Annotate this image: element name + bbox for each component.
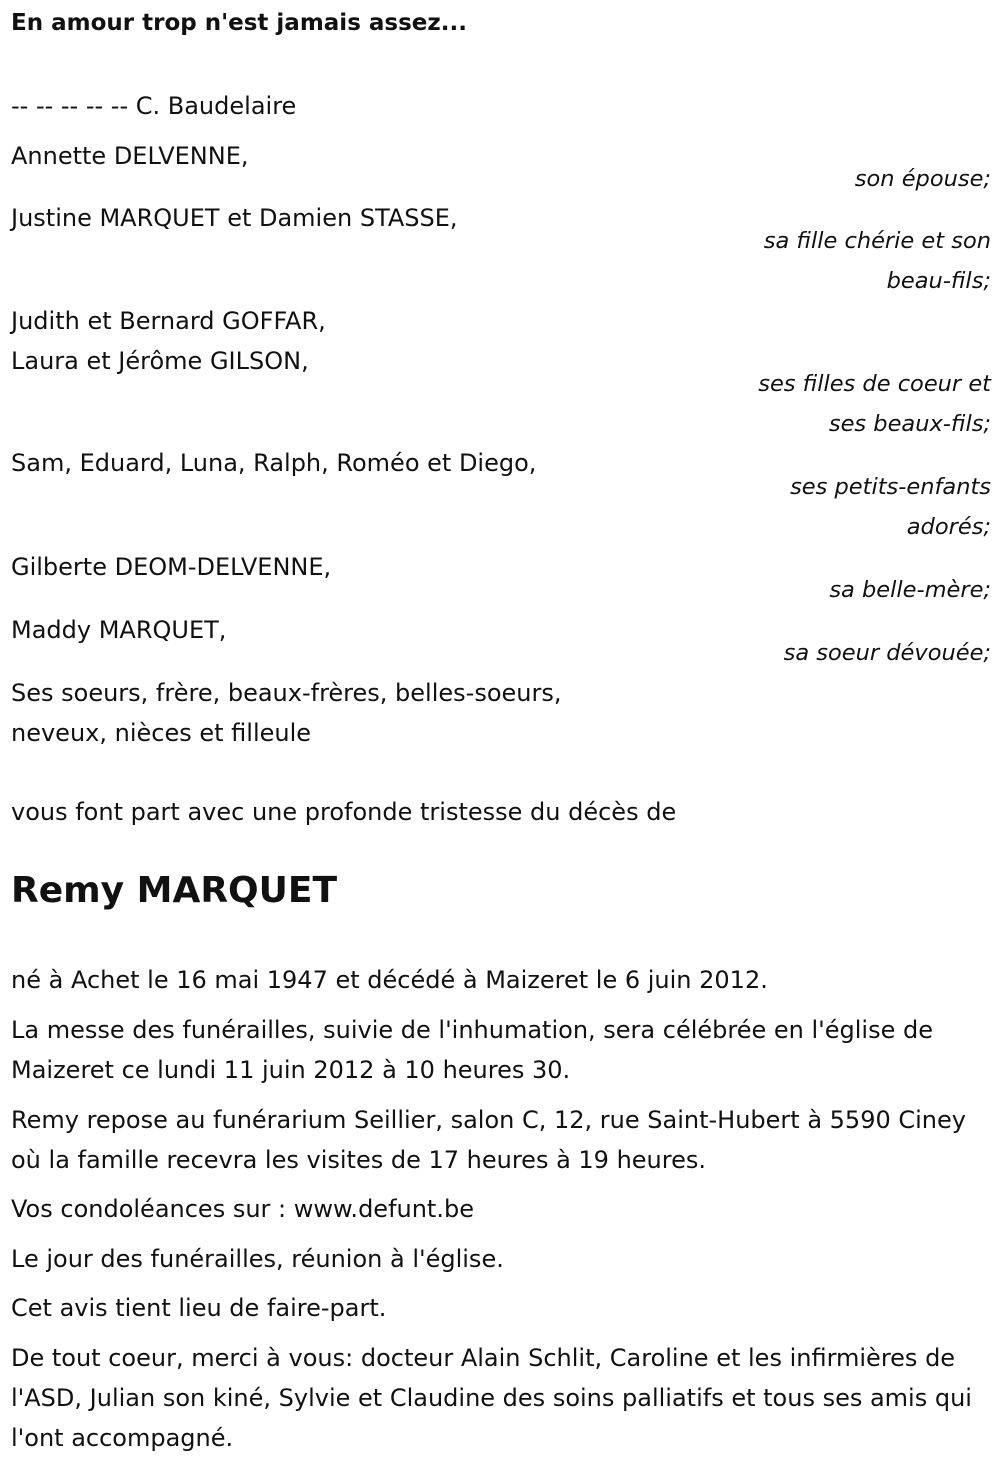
family-member-relation: ses petits-enfants adorés; <box>790 474 991 540</box>
family-member-names: Justine MARQUET et Damien STASSE, <box>11 204 458 232</box>
family-member-names: Maddy MARQUET, <box>11 616 227 644</box>
quote-attribution: -- -- -- -- -- C. Baudelaire <box>11 92 297 120</box>
birth-death-dates: né à Achet le 16 mai 1947 et décédé à Maizeret le 6 juin 2012. <box>11 966 768 994</box>
family-member-names: Annette DELVENNE, <box>11 142 249 170</box>
family-member-names: Laura et Jérôme GILSON, <box>11 347 309 375</box>
funeral-mass-info: La messe des funérailles, suivie de l'inhumation, sera célébrée en l'église de Maizeret ce lundi 11 juin 2012 à 10 heures 30. <box>11 1016 933 1084</box>
announcement-text: vous font part avec une profonde tristesse du décès de <box>11 798 677 826</box>
obituary-notice <box>11 0 991 1473</box>
notice-statement: Cet avis tient lieu de faire-part. <box>11 1294 387 1322</box>
family-member-relation: ses filles de coeur et ses beaux-fils; <box>758 371 991 437</box>
family-member-relation: sa fille chérie et son beau-fils; <box>763 228 991 294</box>
family-member-names: Sam, Eduard, Luna, Ralph, Roméo et Diego, <box>11 449 537 477</box>
family-member-names: Judith et Bernard GOFFAR, <box>11 307 326 335</box>
epigraph-quote: En amour trop n'est jamais assez... <box>11 10 467 36</box>
meeting-info: Le jour des funérailles, réunion à l'église. <box>11 1245 504 1273</box>
family-member-names: Gilberte DEOM-DELVENNE, <box>11 553 332 581</box>
extended-family: Ses soeurs, frère, beaux-frères, belles-soeurs, neveux, nièces et filleule <box>11 679 562 747</box>
condolences-info: Vos condoléances sur : www.defunt.be <box>11 1195 474 1223</box>
thanks-paragraph: De tout coeur, merci à vous: docteur Alain Schlit, Caroline et les infirmières de l'ASD, Julian son kiné, Sylvie et Claudine des soins palliatifs et tous ses amis qui l'ont accompagné. <box>11 1344 972 1452</box>
family-member-relation: sa belle-mère; <box>829 577 991 603</box>
family-member-relation: sa soeur dévouée; <box>783 640 991 666</box>
deceased-name: Remy MARQUET <box>11 870 338 911</box>
family-member-relation: son épouse; <box>854 166 991 192</box>
funerarium-info: Remy repose au funérarium Seillier, salon C, 12, rue Saint-Hubert à 5590 Ciney où la famille recevra les visites de 17 heures à 19 heures. <box>11 1106 966 1174</box>
